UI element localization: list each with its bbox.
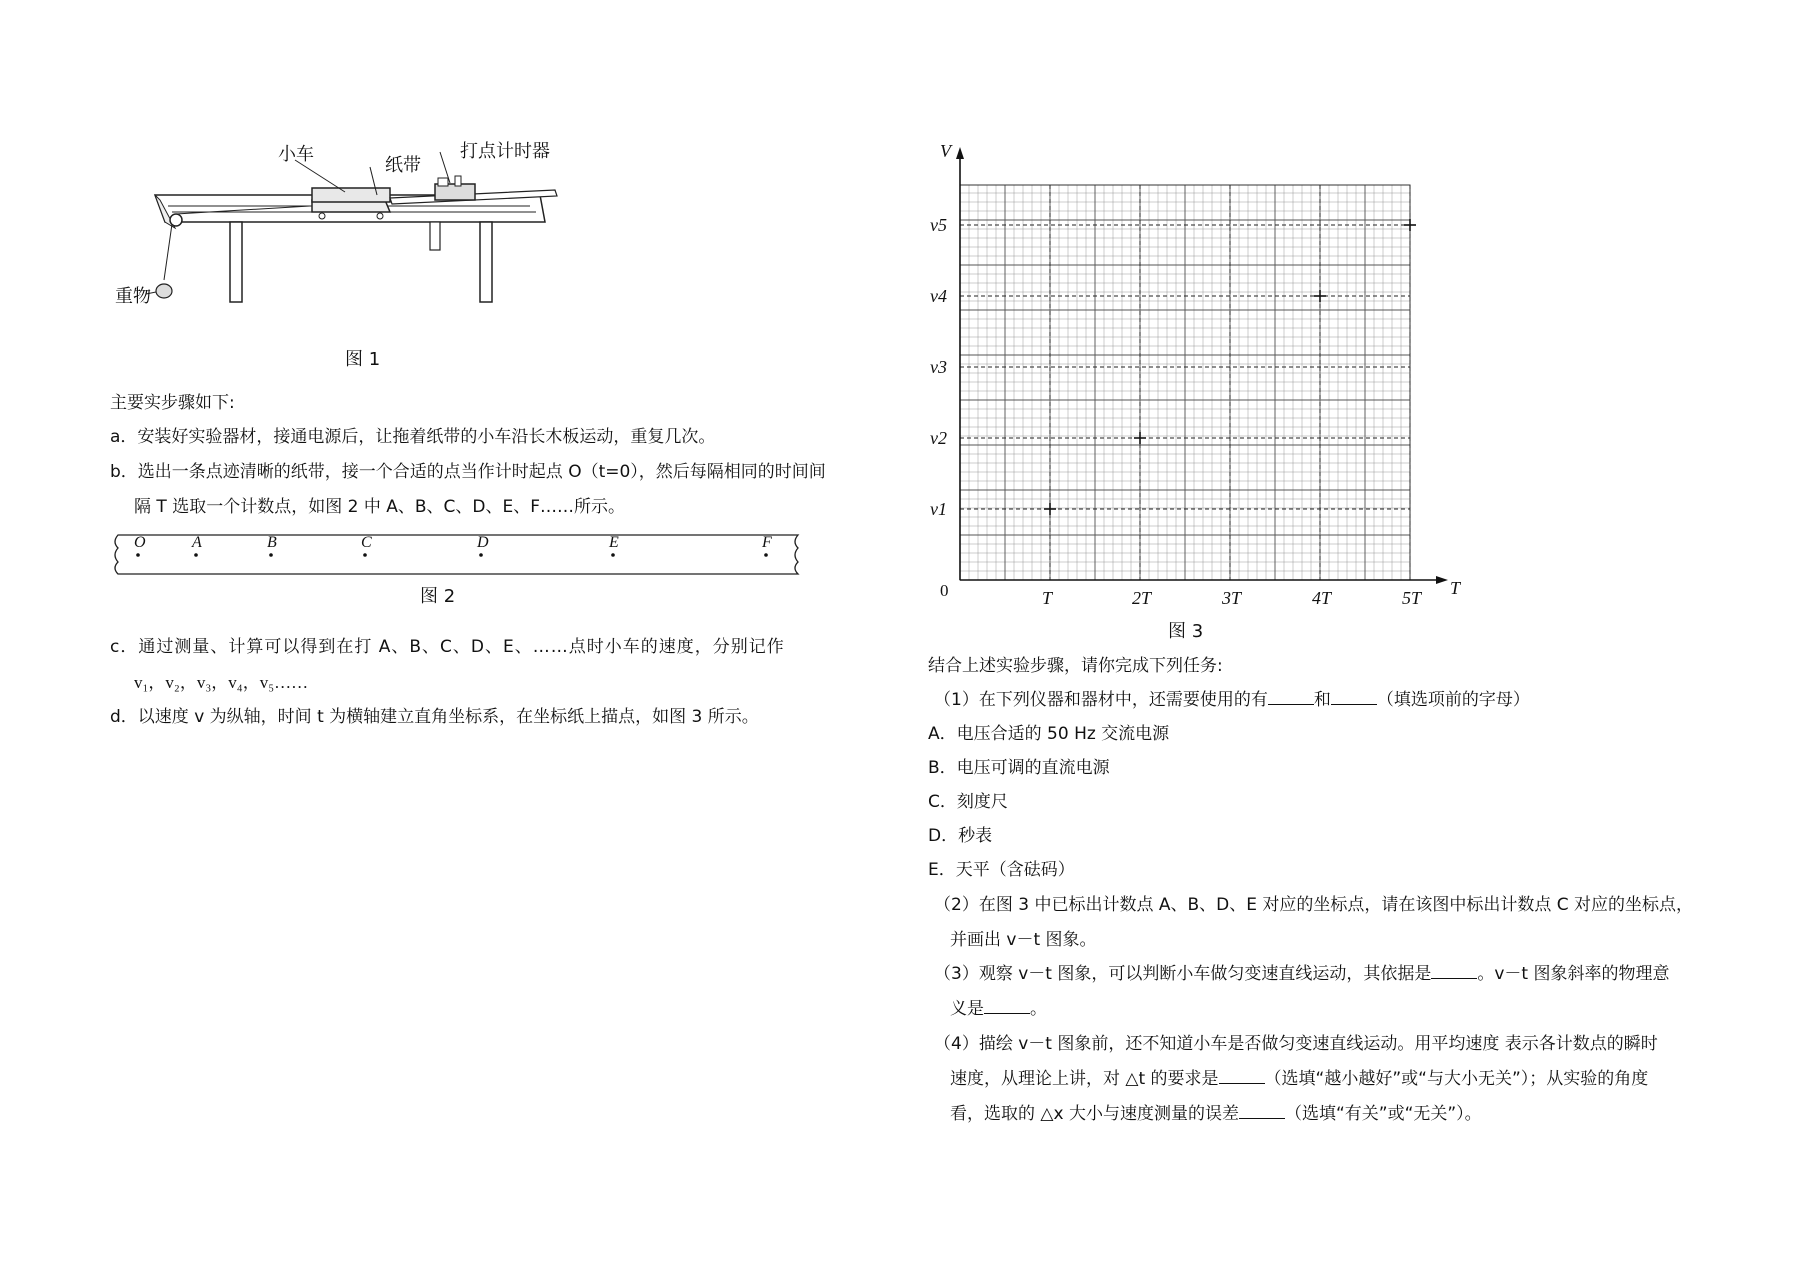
- y-tick-label: v2: [930, 428, 947, 448]
- y-tick-label: v4: [930, 286, 947, 306]
- tape-dot: [363, 553, 367, 557]
- figure3-vt-chart: [925, 135, 1485, 615]
- option-e: E．天平（含砝码）: [928, 860, 1075, 880]
- tape-dot: [269, 553, 273, 557]
- tape-point-label: C: [361, 534, 372, 551]
- x-tick-label: 4T: [1312, 588, 1332, 608]
- option-b: B．电压可调的直流电源: [928, 758, 1110, 778]
- option-a: A．电压合适的 50 Hz 交流电源: [928, 724, 1170, 744]
- answer-blank-1b[interactable]: [1331, 704, 1377, 705]
- y-axis-label: V: [940, 141, 951, 161]
- x-axis-arrow: [1436, 576, 1448, 584]
- step-a: a．安装好实验器材，接通电源后，让拖着纸带的小车沿长木板运动，重复几次。: [110, 427, 716, 447]
- tape-dot: [611, 553, 615, 557]
- y-tick-label: v5: [930, 215, 947, 235]
- step-c-line2: v₁，v₂，v₃，v₄，v₅……: [134, 673, 309, 692]
- x-tick-label: T: [1042, 588, 1053, 608]
- y-axis-arrow: [956, 147, 964, 159]
- tape-point-label: D: [477, 534, 489, 551]
- tape-point-label: A: [192, 534, 202, 551]
- tape-point-label: E: [609, 534, 619, 551]
- question-4-line1: （4）描绘 v－t 图象前，还不知道小车是否做匀变速直线运动。用平均速度 表示各计数点的瞬时: [934, 1034, 1658, 1054]
- tape-point-label: B: [267, 534, 277, 551]
- steps-heading: 主要实步骤如下:: [110, 393, 235, 413]
- question-2-line2: 并画出 v－t 图象。: [950, 930, 1097, 950]
- tape-dot: [764, 553, 768, 557]
- question-2-line1: （2）在图 3 中已标出计数点 A、B、D、E 对应的坐标点，请在该图中标出计数点 C 对应的坐标点，: [934, 895, 1694, 915]
- weight: [156, 284, 172, 298]
- x-tick-label: 2T: [1132, 588, 1152, 608]
- figure2-caption: 图 2: [420, 586, 456, 607]
- label-timer: 打点计时器: [460, 141, 550, 162]
- tape-dot: [136, 553, 140, 557]
- x-tick-label: 3T: [1222, 588, 1242, 608]
- figure1-caption: 图 1: [345, 349, 381, 370]
- option-c: C．刻度尺: [928, 792, 1008, 812]
- timer: [435, 176, 475, 200]
- tape-point-label: O: [134, 534, 146, 551]
- answer-blank-3b[interactable]: [984, 1013, 1030, 1014]
- question-1: （1）在下列仪器和器材中，还需要使用的有 和 （填选项前的字母）: [934, 690, 1530, 710]
- tasks-intro: 结合上述实验步骤，请你完成下列任务:: [928, 656, 1223, 676]
- y-tick-label: v1: [930, 499, 947, 519]
- figure3-caption: 图 3: [1168, 621, 1204, 642]
- step-b-line2: 隔 T 选取一个计数点，如图 2 中 A、B、C、D、E、F……所示。: [134, 497, 625, 517]
- tape-point-label: F: [762, 534, 772, 551]
- figure2-tape: [108, 530, 808, 580]
- question-4-line2: 速度，从理论上讲，对 △t 的要求是 （选填“越小越好”或“与大小无关”）；从实验的角度: [950, 1069, 1649, 1089]
- label-tape: 纸带: [385, 155, 421, 176]
- x-axis-label: T: [1450, 578, 1461, 598]
- figure1-apparatus: [100, 140, 570, 350]
- question-3-line2: 义是 。: [950, 999, 1047, 1019]
- tape-dot: [194, 553, 198, 557]
- label-weight: 重物: [115, 286, 151, 307]
- tape-dot: [479, 553, 483, 557]
- x-tick-label: 5T: [1402, 588, 1422, 608]
- answer-blank-3a[interactable]: [1431, 978, 1477, 979]
- question-4-line3: 看，选取的 △x 大小与速度测量的误差 （选填“有关”或“无关”）。: [950, 1104, 1482, 1124]
- step-b-line1: b．选出一条点迹清晰的纸带，接一个合适的点当作计时起点 O（t=0），然后每隔相同的时间间: [110, 462, 826, 482]
- origin-label: 0: [940, 581, 949, 600]
- option-d: D．秒表: [928, 826, 993, 846]
- answer-blank-4a[interactable]: [1219, 1083, 1265, 1084]
- answer-blank-1a[interactable]: [1268, 704, 1314, 705]
- y-tick-label: v3: [930, 357, 947, 377]
- step-c-line1: c．通过测量、计算可以得到在打 A、B、C、D、E、……点时小车的速度，分别记作: [110, 637, 785, 657]
- step-d: d．以速度 v 为纵轴，时间 t 为横轴建立直角坐标系，在坐标纸上描点，如图 3 所示。: [110, 707, 759, 727]
- label-car: 小车: [278, 144, 314, 165]
- answer-blank-4b[interactable]: [1239, 1118, 1285, 1119]
- question-3-line1: （3）观察 v－t 图象，可以判断小车做匀变速直线运动，其依据是 。v－t 图象斜率的物理意: [934, 964, 1670, 984]
